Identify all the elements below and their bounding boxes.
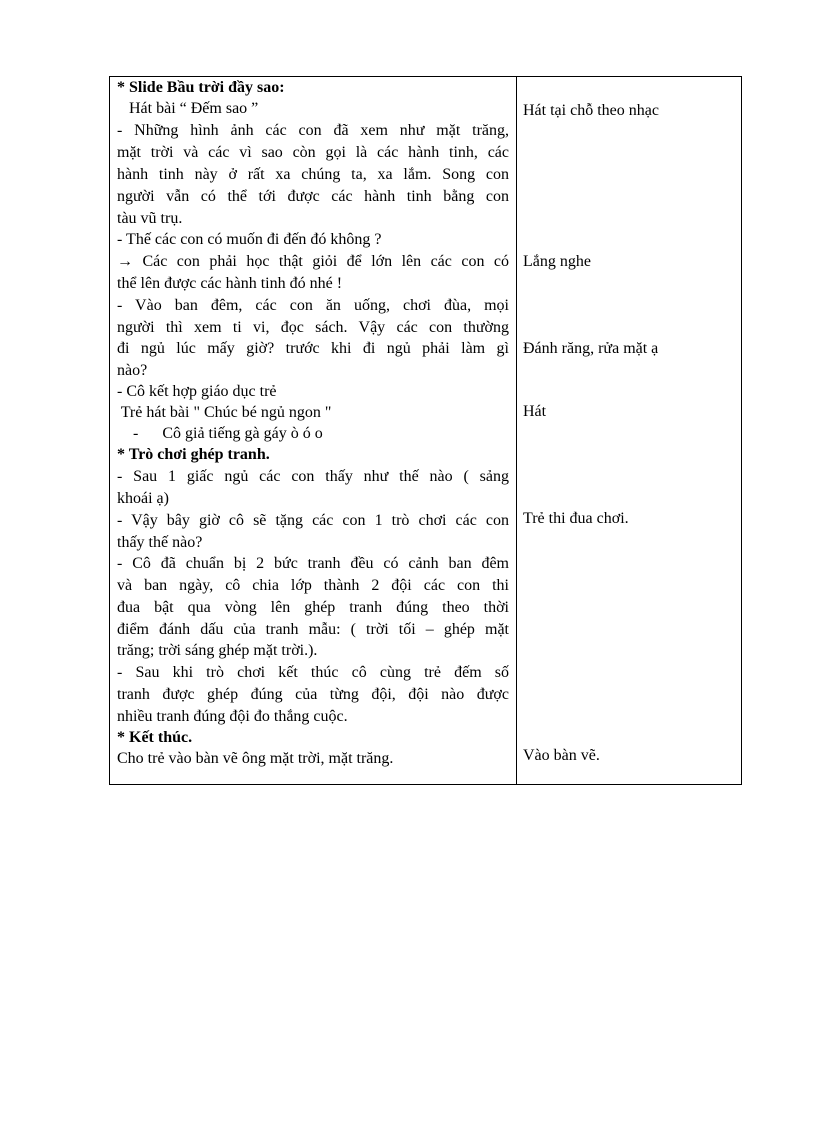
heading-game: * Trò chơi ghép tranh. xyxy=(117,446,270,463)
text-line: khoái ạ) xyxy=(117,490,169,507)
teacher-activity-column xyxy=(110,77,517,784)
child-activity-text: Hát tại chỗ theo nhạc xyxy=(523,102,659,119)
text-line: Trẻ hát bài " Chúc bé ngủ ngon " xyxy=(117,404,332,421)
text-line: - Cô giả tiếng gà gáy ò ó o xyxy=(117,425,323,442)
child-activity-column xyxy=(517,77,741,784)
text-line: mặt trời và các vì sao còn gọi là các hành tinh, các xyxy=(117,144,509,161)
child-activity-text: Trẻ thi đua chơi. xyxy=(523,510,629,527)
text-line: Cho trẻ vào bàn vẽ ông mặt trời, mặt trăng. xyxy=(117,750,394,767)
text-line: - Cô đã chuẩn bị 2 bức tranh đều có cảnh ban đêm xyxy=(117,555,509,572)
text-line: - Sau 1 giấc ngủ các con thấy như thế nào ( sảng xyxy=(117,468,509,485)
text-line: nào? xyxy=(117,362,148,379)
text-line: tranh được ghép đúng của từng đội, đội nào được xyxy=(117,686,509,703)
child-activity-text: Đánh răng, rửa mặt ạ xyxy=(523,340,659,357)
text-line: - Những hình ảnh các con đã xem như mặt trăng, xyxy=(117,122,509,139)
heading-end: * Kết thúc. xyxy=(117,729,193,746)
text-line: tàu vũ trụ. xyxy=(117,210,183,227)
text-line: - Sau khi trò chơi kết thúc cô cùng trẻ đếm số xyxy=(117,664,509,681)
child-activity-text: Lắng nghe xyxy=(523,253,591,270)
child-activity-text: Hát xyxy=(523,403,547,420)
text-line: đua bật qua vòng lên ghép tranh đúng theo thời xyxy=(117,599,509,616)
lesson-table xyxy=(109,76,742,785)
heading-slide: * Slide Bầu trời đầy sao: xyxy=(117,79,285,96)
text-line: điểm đánh dấu của tranh mẫu: ( trời tối – ghép mặt xyxy=(117,621,509,638)
text-line: hành tinh này ở rất xa chúng ta, xa lắm. Song con xyxy=(117,166,509,183)
text-line: đi ngủ lúc mấy giờ? trước khi đi ngủ phải làm gì xyxy=(117,340,509,357)
text-line: - Cô kết hợp giáo dục trẻ xyxy=(117,383,277,400)
text-line: trăng; trời sáng ghép mặt trời.). xyxy=(117,642,318,659)
text-line: → Các con phải học thật giỏi để lớn lên các con có xyxy=(117,253,509,270)
text-line: người vẫn có thể tới được các hành tinh bằng con xyxy=(117,188,509,205)
text-line: người thì xem ti vi, đọc sách. Vậy các con thường xyxy=(117,319,509,336)
text-line: - Thế các con có muốn đi đến đó không ? xyxy=(117,231,382,248)
text-line: Hát bài “ Đếm sao ” xyxy=(117,100,259,117)
text-line: - Vậy bây giờ cô sẽ tặng các con 1 trò chơi các con xyxy=(117,512,509,529)
text-line: nhiều tranh đúng đội đo thắng cuộc. xyxy=(117,708,348,725)
text-line: thể lên được các hành tinh đó nhé ! xyxy=(117,275,343,292)
text-line: và ban ngày, cô chia lớp thành 2 đội các con thi xyxy=(117,577,509,594)
text-line: - Vào ban đêm, các con ăn uống, chơi đùa, mọi xyxy=(117,297,509,314)
text-line: thấy thế nào? xyxy=(117,534,203,551)
child-activity-text: Vào bàn vẽ. xyxy=(523,747,600,764)
